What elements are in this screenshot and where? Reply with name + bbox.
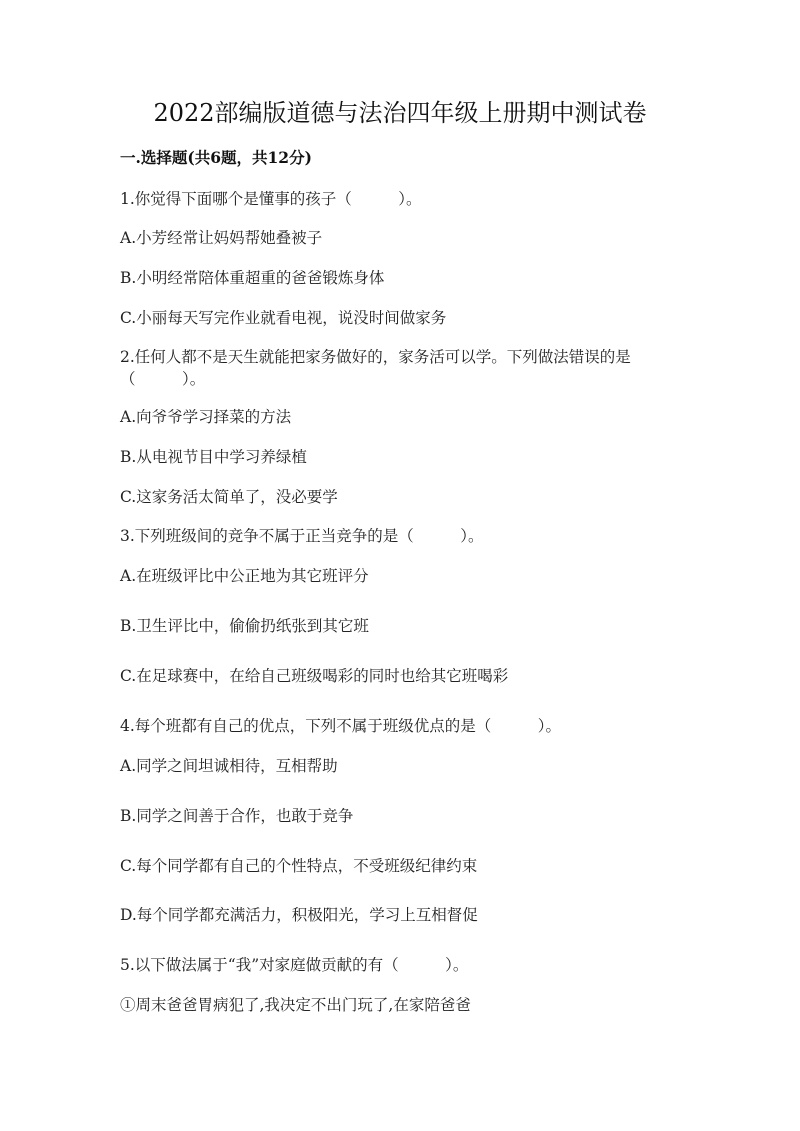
question-option: A.同学之间坦诚相待，互相帮助 (120, 757, 338, 775)
page-title: 2022部编版道德与法治四年级上册期中测试卷 (153, 99, 647, 127)
question-stem: 3.下列班级间的竞争不属于正当竞争的是（ ）。 (120, 527, 484, 545)
question-option: B.同学之间善于合作，也敢于竞争 (120, 807, 354, 825)
question-option: B.小明经常陪体重超重的爸爸锻炼身体 (120, 269, 385, 287)
question-option: A.向爷爷学习择菜的方法 (120, 408, 292, 426)
question-option: C.小丽每天写完作业就看电视，说没时间做家务 (120, 309, 447, 327)
question-stem: 5.以下做法属于“我”对家庭做贡献的有（ ）。 (120, 956, 469, 974)
question-option: A.小芳经常让妈妈帮她叠被子 (120, 229, 323, 247)
question-option: ①周末爸爸胃病犯了,我决定不出门玩了,在家陪爸爸 (120, 996, 471, 1014)
question-option: D.每个同学都充满活力，积极阳光，学习上互相督促 (120, 906, 478, 924)
question-stem: 4.每个班都有自己的优点，下列不属于班级优点的是（ ）。 (120, 717, 562, 735)
question-stem: 2.任何人都不是天生就能把家务做好的，家务活可以学。下列做法错误的是（ ）。 (120, 348, 631, 388)
question-stem: 1.你觉得下面哪个是懂事的孩子（ ）。 (120, 190, 422, 208)
question-option: A.在班级评比中公正地为其它班评分 (120, 567, 369, 585)
question-option: C.这家务活太简单了，没必要学 (120, 488, 338, 506)
section-heading: 一.选择题(共6题，共12分) (120, 148, 312, 167)
question-option: C.在足球赛中，在给自己班级喝彩的同时也给其它班喝彩 (120, 667, 509, 685)
question-option: B.卫生评比中，偷偷扔纸张到其它班 (120, 617, 369, 635)
question-option: B.从电视节目中学习养绿植 (120, 448, 307, 466)
question-option: C.每个同学都有自己的个性特点，不受班级纪律约束 (120, 857, 478, 875)
